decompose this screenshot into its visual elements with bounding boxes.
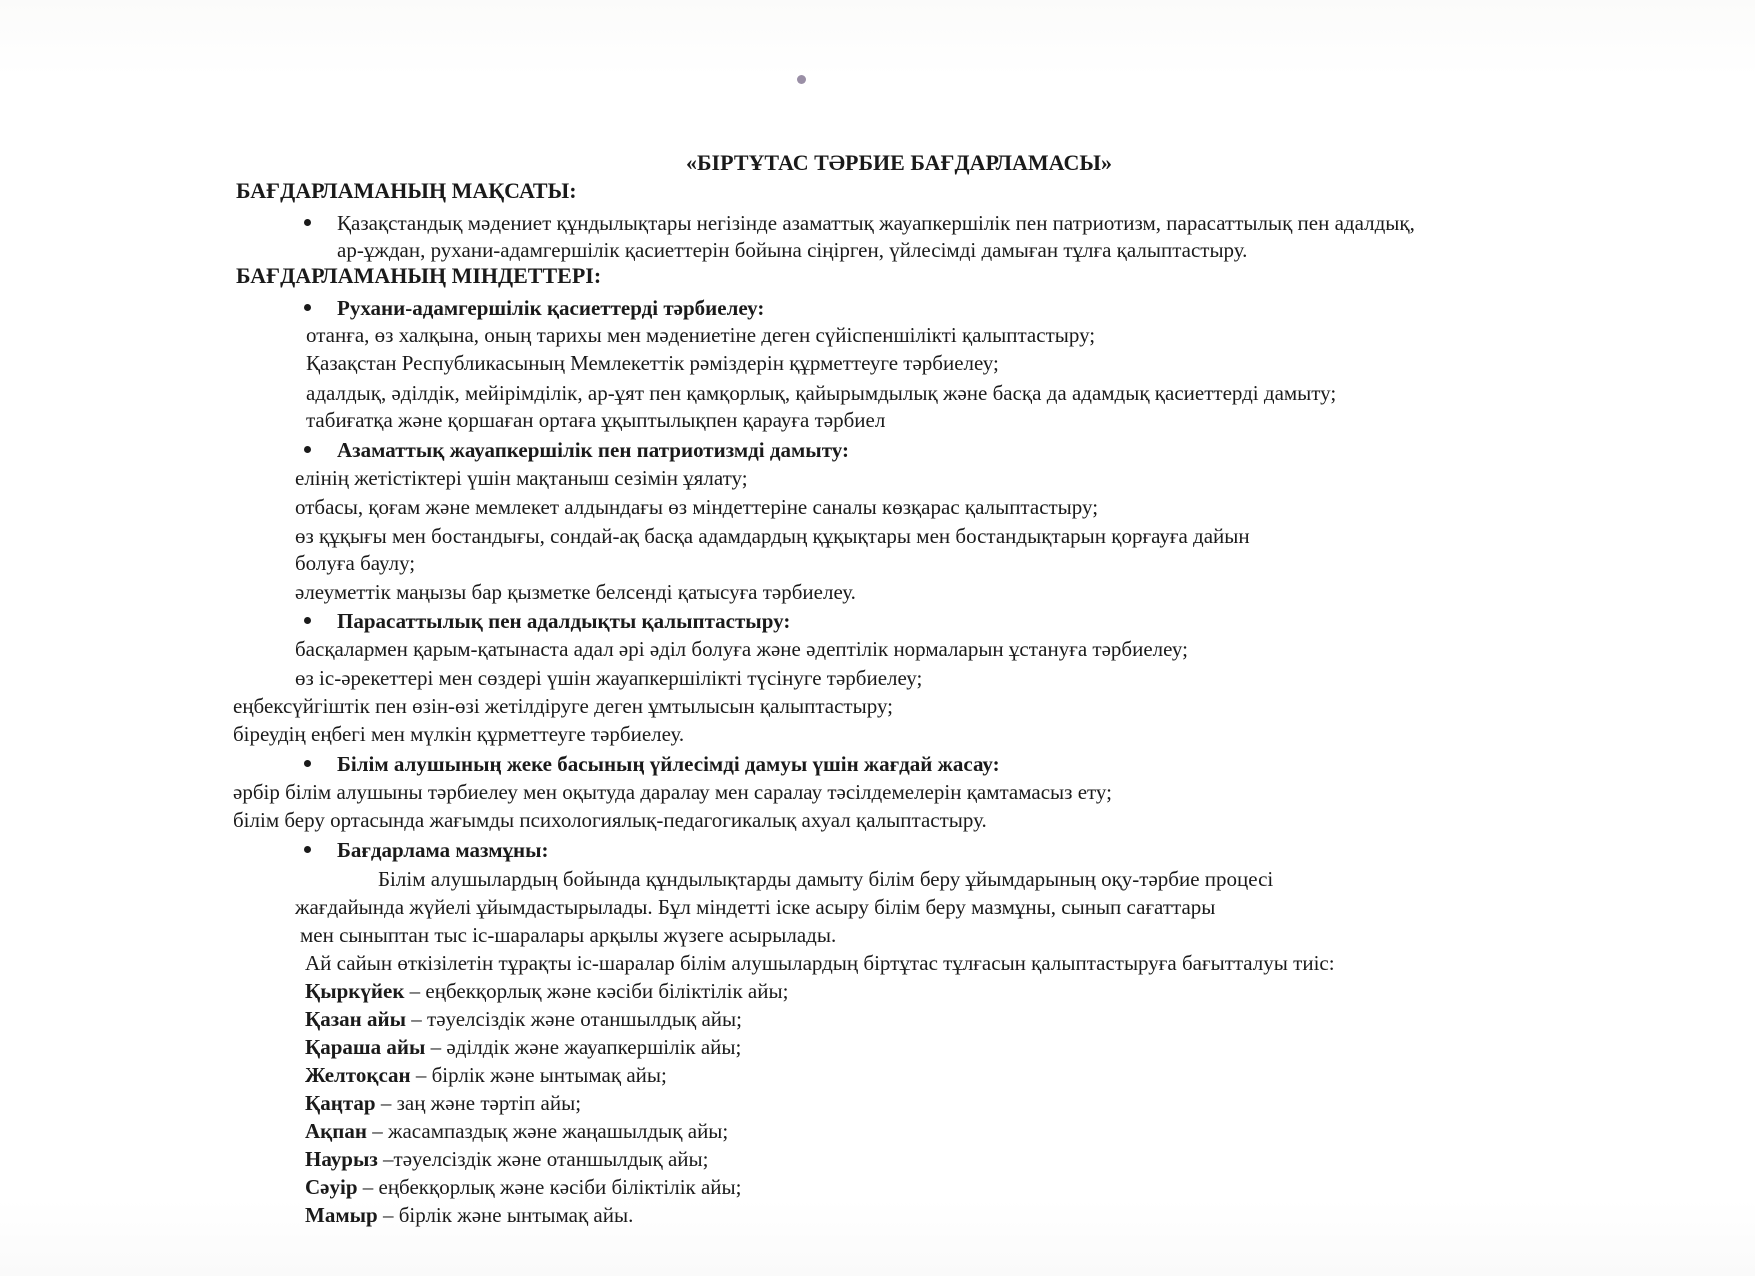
section-title: Азаматтық жауапкершілік пен патриотизмді дамыту:	[337, 438, 849, 462]
month-name: Қазан айы	[305, 1007, 407, 1031]
month-line	[305, 1006, 742, 1032]
section-title: Рухани-адамгершілік қасиеттерді тәрбиелеу:	[337, 296, 765, 320]
month-text: – тәуелсіздік және отаншылдық айы;	[406, 1007, 742, 1031]
bullet-dot	[304, 304, 311, 311]
section-line: отбасы, қоғам және мемлекет алдындағы өз міндеттеріне саналы көзқарас қалыптастыру;	[295, 495, 1099, 519]
section-title: Парасаттылық пен адалдықты қалыптастыру:	[337, 609, 791, 633]
month-name: Желтоқсан	[305, 1063, 411, 1087]
month-line	[305, 1202, 633, 1228]
month-line	[305, 1174, 742, 1200]
goal-text-line: Қазақстандық мәдениет құндылықтары негізінде азаматтық жауапкершілік пен патриотизм, парасаттылық пен адалдық,	[337, 211, 1415, 235]
month-text: – әділдік және жауапкершілік айы;	[425, 1035, 742, 1059]
section-line: басқалармен қарым-қатынаста адал әрі әділ болуға және әдептілік нормаларын ұстануға тәрбиелеу;	[295, 637, 1188, 661]
month-text: – бірлік және ынтымақ айы;	[410, 1063, 667, 1087]
month-line	[305, 1118, 728, 1144]
goal-heading: БАҒДАРЛАМАНЫҢ МАҚСАТЫ:	[236, 178, 577, 203]
document-title: «БІРТҰТАС ТӘРБИЕ БАҒДАРЛАМАСЫ»	[686, 150, 1112, 175]
bullet-dot	[304, 760, 311, 767]
month-name: Қыркүйек	[305, 979, 405, 1003]
bullet-dot	[304, 846, 311, 853]
section-line: болуға баулу;	[295, 551, 416, 575]
section-line: елінің жетістіктері үшін мақтаныш сезімін ұялату;	[295, 466, 748, 490]
month-line	[305, 1062, 667, 1088]
section-line: Қазақстан Республикасының Мемлекеттік рәміздерін құрметтеуге тәрбиелеу;	[306, 351, 999, 375]
section-line: біреудің еңбегі мен мүлкін құрметтеуге тәрбиелеу.	[233, 722, 685, 746]
section-line: адалдық, әділдік, мейірімділік, ар-ұят пен қамқорлық, қайырымдылық және басқа да адамдық қасиеттерді дамыту;	[306, 381, 1337, 405]
section-line: өз іс-әрекеттері мен сөздері үшін жауапкершілікті түсінуге тәрбиелеу;	[295, 666, 923, 690]
month-line	[305, 1146, 708, 1172]
section-line: табиғатқа және қоршаған ортаға ұқыптылықпен қарауға тәрбиел	[306, 408, 886, 432]
month-text: –тәуелсіздік және отаншылдық айы;	[377, 1147, 709, 1171]
month-text: – еңбекқорлық және кәсіби біліктілік айы;	[404, 979, 789, 1003]
goal-text-line: ар-ұждан, рухани-адамгершілік қасиеттерін бойына сіңірген, үйлесімді дамыған тұлға қалыптастыру.	[337, 238, 1248, 262]
section-line: мен сыныптан тыс іс-шаралары арқылы жүзеге асырылады.	[300, 923, 837, 947]
month-line	[305, 1034, 741, 1060]
month-name: Сәуір	[305, 1175, 358, 1199]
section-line: әрбір білім алушыны тәрбиелеу мен оқытуда даралау мен саралау тәсілдемелерін қамтамасыз ету;	[233, 780, 1112, 804]
month-name: Қаңтар	[305, 1091, 376, 1115]
month-line	[305, 1090, 581, 1116]
section-line: өз құқығы мен бостандығы, сондай-ақ басқа адамдардың құқықтары мен бостандықтарын қорғауға дайын	[295, 524, 1250, 548]
month-line	[305, 978, 788, 1004]
scan-speck	[797, 75, 806, 84]
month-name: Қараша айы	[305, 1035, 426, 1059]
section-line: еңбексүйгіштік пен өзін-өзі жетілдіруге деген ұмтылысын қалыптастыру;	[233, 694, 894, 718]
section-line: әлеуметтік маңызы бар қызметке белсенді қатысуға тәрбиелеу.	[295, 580, 856, 604]
section-title: Бағдарлама мазмұны:	[337, 838, 549, 862]
month-text: – еңбекқорлық және кәсіби біліктілік айы;	[357, 1175, 742, 1199]
section-line: Ай сайын өткізілетін тұрақты іс-шаралар білім алушылардың біртұтас тұлғасын қалыптастыруға бағытталуы тиіс:	[305, 951, 1335, 975]
month-name: Мамыр	[305, 1203, 378, 1227]
month-text: – заң және тәртіп айы;	[375, 1091, 582, 1115]
section-line: білім беру ортасында жағымды психологиялық-педагогикалық ахуал қалыптастыру.	[233, 808, 987, 832]
bullet-dot	[304, 219, 311, 226]
tasks-heading: БАҒДАРЛАМАНЫҢ МІНДЕТТЕРІ:	[236, 263, 602, 288]
month-text: – бірлік және ынтымақ айы.	[377, 1203, 634, 1227]
section-line: отанға, өз халқына, оның тарихы мен мәдениетіне деген сүйіспеншілікті қалыптастыру;	[306, 323, 1096, 347]
month-name: Ақпан	[305, 1119, 367, 1143]
section-line: Білім алушылардың бойында құндылықтарды дамыту білім беру ұйымдарының оқу-тәрбие процесі	[378, 867, 1274, 891]
month-text: – жасампаздық және жаңашылдық айы;	[366, 1119, 729, 1143]
section-title: Білім алушының жеке басының үйлесімді дамуы үшін жағдай жасау:	[337, 752, 1000, 776]
section-line: жағдайында жүйелі ұйымдастырылады. Бұл міндетті іске асыру білім беру мазмұны, сынып сағаттары	[295, 895, 1216, 919]
bullet-dot	[304, 617, 311, 624]
month-name: Наурыз	[305, 1147, 378, 1171]
bullet-dot	[304, 446, 311, 453]
